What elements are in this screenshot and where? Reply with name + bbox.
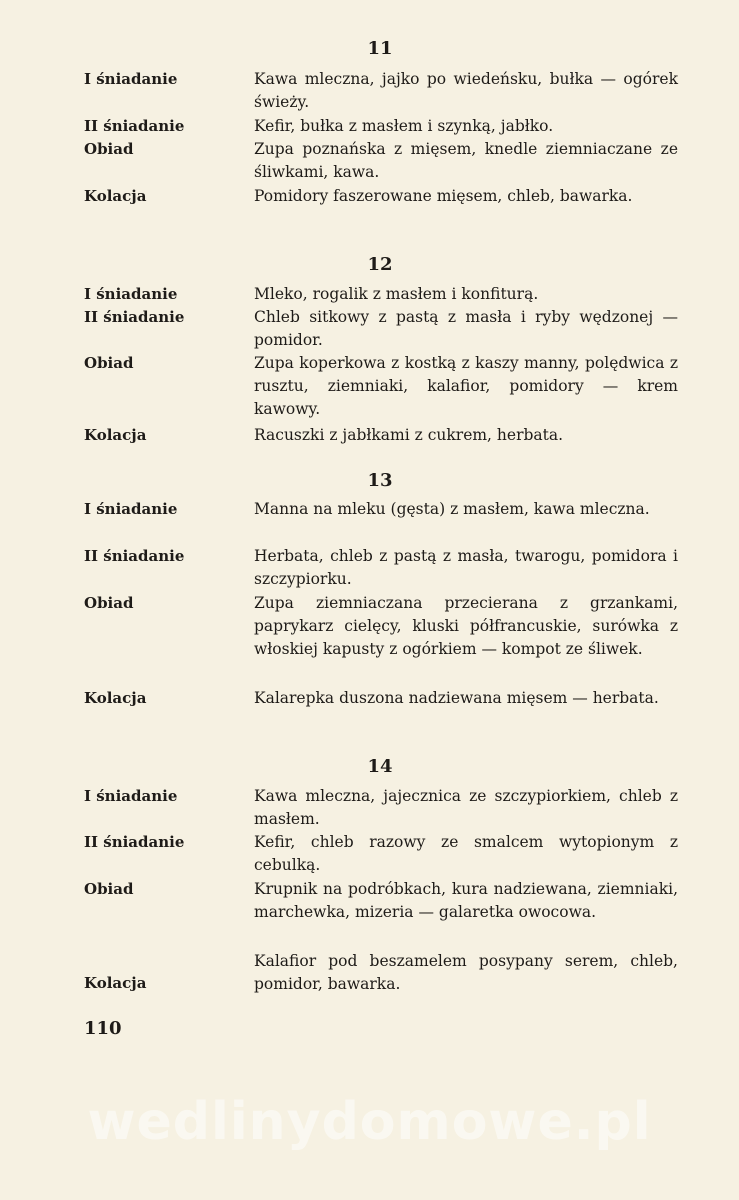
meal-label-supper: Kolacja: [84, 974, 147, 992]
meal-text: Pomidory faszerowane mięsem, chleb, bawarka.: [254, 187, 633, 205]
meal-label-second-breakfast: II śniadanie: [84, 117, 185, 135]
meal-label-dinner: Obiad: [84, 880, 134, 898]
meal-text: Kawa mleczna, jajko po wiedeńsku, bułka — ogórek świeży.: [254, 70, 678, 111]
meal-text: Manna na mleku (gęsta) z masłem, kawa mleczna.: [254, 500, 650, 518]
meal-text: Kawa mleczna, jajecznica ze szczypiorkiem, chleb z masłem.: [254, 787, 678, 828]
meal-label-second-breakfast: II śniadanie: [84, 547, 185, 565]
meal-label-breakfast: I śniadanie: [84, 70, 178, 88]
meal-text: Kefir, chleb razowy ze smalcem wytopionym z cebulką.: [254, 833, 678, 874]
meal-label-dinner: Obiad: [84, 140, 134, 158]
meal-text: Herbata, chleb z pastą z masła, twarogu, pomidora i szczypiorku.: [254, 547, 678, 588]
meal-text: Kalafior pod beszamelem posypany serem, chleb, pomidor, bawarka.: [254, 952, 678, 993]
meal-label-breakfast: I śniadanie: [84, 285, 178, 303]
meal-label-supper: Kolacja: [84, 426, 147, 444]
watermark: wedlinydomowe.pl: [87, 1092, 652, 1152]
meal-label-supper: Kolacja: [84, 689, 147, 707]
meal-text: Mleko, rogalik z masłem i konfiturą.: [254, 285, 539, 303]
meal-text: Chleb sitkowy z pastą z masła i ryby wędzonej — pomidor.: [254, 308, 678, 349]
meal-text: Kefir, bułka z masłem i szynką, jabłko.: [254, 117, 554, 135]
day-number: 13: [367, 470, 393, 491]
page-number: 110: [84, 1018, 122, 1039]
meal-text: Zupa ziemniaczana przecierana z grzankami, paprykarz cielęcy, kluski półfrancuskie, surówka z włoskiej kapusty z ogórkiem — kompot ze śliwek.: [254, 594, 678, 658]
meal-label-second-breakfast: II śniadanie: [84, 308, 185, 326]
meal-label-second-breakfast: II śniadanie: [84, 833, 185, 851]
meal-label-breakfast: I śniadanie: [84, 787, 178, 805]
meal-text: Krupnik na podróbkach, kura nadziewana, ziemniaki, marchewka, mizeria — galaretka owocowa.: [254, 880, 678, 921]
meal-label-dinner: Obiad: [84, 354, 134, 372]
meal-label-supper: Kolacja: [84, 187, 147, 205]
meal-text: Zupa poznańska z mięsem, knedle ziemniaczane ze śliwkami, kawa.: [254, 140, 678, 181]
day-number: 11: [367, 38, 393, 59]
meal-label-breakfast: I śniadanie: [84, 500, 178, 518]
meal-label-dinner: Obiad: [84, 594, 134, 612]
meal-text: Zupa koperkowa z kostką z kaszy manny, polędwica z rusztu, ziemniaki, kalafior, pomidory — krem kawowy.: [254, 354, 678, 418]
meal-text: Racuszki z jabłkami z cukrem, herbata.: [254, 426, 564, 444]
day-number: 14: [367, 756, 393, 777]
meal-text: Kalarepka duszona nadziewana mięsem — herbata.: [254, 689, 659, 707]
day-number: 12: [367, 254, 393, 275]
